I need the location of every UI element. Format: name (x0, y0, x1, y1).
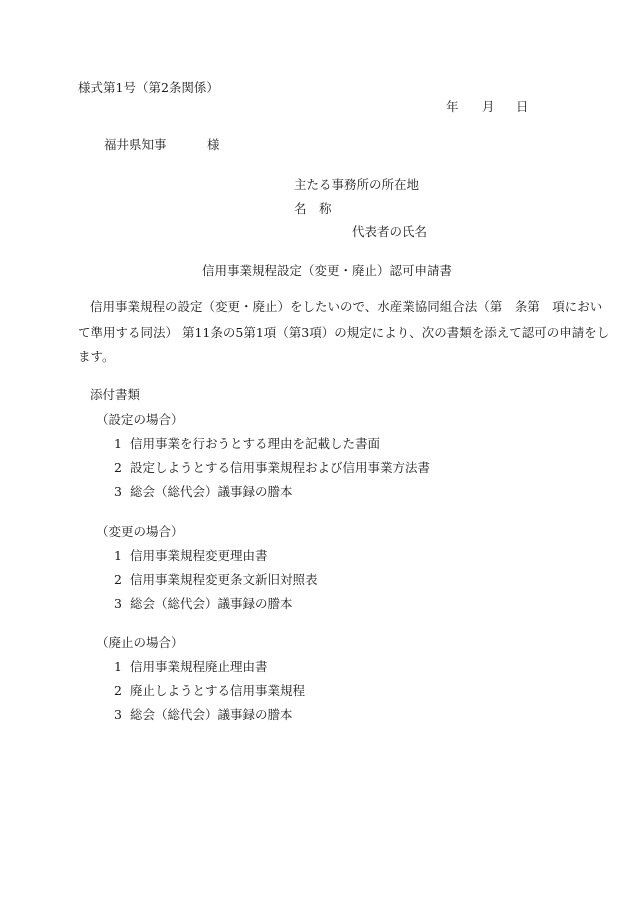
item-text: 設定しようとする信用事業規程および信用事業方法書 (130, 460, 431, 475)
item-text: 総会（総代会）議事録の謄本 (130, 707, 293, 722)
list-item (114, 574, 318, 587)
list-item (114, 550, 268, 563)
list-item (114, 438, 380, 451)
section-label: （設定の場合） (96, 412, 184, 427)
date-month: 月 (482, 99, 495, 114)
item-number: 1 (114, 659, 122, 674)
document-title: 信用事業規程設定（変更・廃止）認可申請書 (202, 263, 453, 278)
list-item (114, 462, 430, 475)
item-text: 総会（総代会）議事録の謄本 (130, 596, 293, 611)
item-number: 1 (114, 548, 122, 563)
item-text: 信用事業規程変更理由書 (130, 548, 268, 563)
list-item (114, 709, 293, 722)
section-label: （変更の場合） (96, 524, 184, 539)
item-text: 信用事業規程廃止理由書 (130, 659, 268, 674)
item-text: 総会（総代会）議事録の謄本 (130, 484, 293, 499)
addressee-name: 福井県知事 (104, 137, 167, 152)
applicant-rep-label: 代表者の氏名 (352, 224, 428, 239)
addressee-honorific: 様 (207, 137, 220, 152)
item-number: 2 (114, 683, 122, 698)
date-year: 年 (446, 99, 459, 114)
item-text: 信用事業規程変更条文新旧対照表 (130, 572, 318, 587)
applicant-address-label: 主たる事務所の所在地 (294, 177, 420, 192)
list-item (114, 661, 268, 674)
body-line-3: ます。 (78, 349, 115, 364)
item-number: 2 (114, 460, 122, 475)
attachments-heading: 添付書類 (90, 387, 141, 402)
applicant-name-label: 名 称 (294, 201, 332, 216)
form-id: 様式第1号（第2条関係） (78, 80, 219, 95)
item-text: 信用事業を行おうとする理由を記載した書面 (130, 436, 381, 451)
item-number: 3 (114, 707, 122, 722)
item-number: 3 (114, 484, 122, 499)
item-number: 2 (114, 572, 122, 587)
body-line-1: 信用事業規程の設定（変更・廃止）をしたいので、水産業協同組合法（第 条第 項におい (90, 299, 603, 314)
list-item (114, 685, 305, 698)
section-label: （廃止の場合） (96, 635, 184, 650)
list-item (114, 598, 293, 611)
item-text: 廃止しようとする信用事業規程 (130, 683, 306, 698)
date-day: 日 (516, 99, 529, 114)
list-item (114, 486, 293, 499)
body-line-2: て準用する同法） 第11条の5第1項（第3項）の規定により、次の書類を添えて認可の申請をし (78, 325, 610, 340)
item-number: 3 (114, 596, 122, 611)
item-number: 1 (114, 436, 122, 451)
